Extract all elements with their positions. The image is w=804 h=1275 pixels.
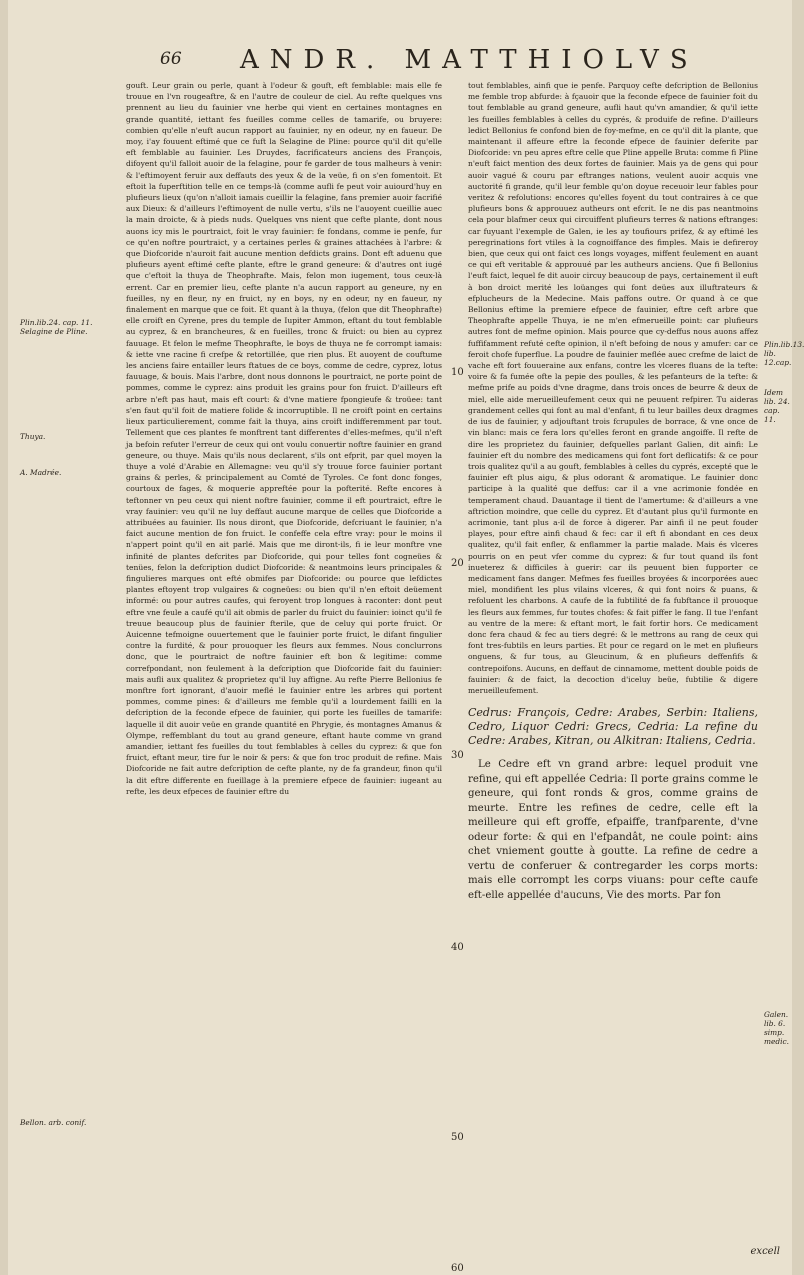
- margin-note: Plin.lib.24. cap. 11. Selagine de Pline.: [20, 318, 93, 336]
- left-margin: [8, 0, 108, 1275]
- line-number: 50: [451, 1132, 464, 1143]
- line-number: 10: [451, 367, 464, 378]
- section-body: Le Cedre eft vn grand arbre: lequel produit vne refine, qui eft appellée Cedria: Il porte grains comme le geneure, qui font ronds & gros, comme grains de meurte. Entre les refines de cedre, celle eft la meilleure qui eft groffe, efpaiffe, tranfparente, d'vne odeur forte: & qui en l'efpandât, ne coule point: ains chet vniement goutte à goutte. La refine de cedre a vertu de conferuer & contregarder les corps morts: mais elle corrompt les corps viuans: pour cefte caufe eft-elle appellée d'aucuns, Vie des morts. Par fon: [468, 759, 758, 901]
- page-number: 66: [160, 49, 182, 69]
- left-text-column: [126, 80, 442, 797]
- line-number: 60: [451, 1263, 464, 1274]
- right-margin: [764, 0, 804, 1275]
- margin-note: Galen. lib. 6. simp. medic.: [764, 1010, 789, 1046]
- line-number: 30: [451, 750, 464, 761]
- margin-note: Idem lib. 24. cap. 11.: [764, 388, 790, 424]
- right-text-column: [468, 80, 758, 903]
- page-header: [8, 45, 792, 85]
- catchword: excell: [750, 1246, 780, 1257]
- margin-note: Plin.lib.13. lib. 12.cap.: [764, 340, 804, 367]
- right-column-text: tout femblables, ainfi que ie penfe. Parquoy cefte defcription de Bellonius me femble trop abfurde: à fçauoir que la feconde efpece de fauinier foit du tout femblable au grand geneure, aufli haut qu'vn amandier, & qu'il iette les fueilles femblables à celles du cyprés, & produife de refine. D'ailleurs ledict Bellonius fe confond bien de foy-mefme, en ce qu'il dit la plante, que maintenant il affeure eftre la feconde efpece de fauinier deferite par Diofcoride: vn peu apres eftre celle que Pline appelle Bruta: comme fi Pline n'euft faict mention des deux fortes de fauinier. Mais ya de gens qui pour auoir vagué & couru par eftranges nations, veulent auoir acquis vne auctorité fi grande, qu'il leur femble qu'on doyue receuoir leur fables pour veritez & refolutions: encores qu'elles foyent du tout contraires à ce que plufieurs bons & approuuez autheurs ont efcrit. Ie ne dis pas neantmoins cela pour blafmer ceux qui circuiffent plufieurs terres & nations eftranges: car fuyuant l'exemple de Galen, ie les ay toufiours prifez, & ay eftimé les peregrinations fort vtiles à la cognoiffance des fimples. Mais ie defireroy bien, que ceux qui ont faict ces longs voyages, miffent feulement en auant ce qui eft veritable & approuué par les autheurs anciens. Que fi Bellonius l'euft faict, lequel fe dit auoir circuy beaucoup de pays, certainement il euft à bon droict merité les loüanges qui font deües aux illuftrateurs & efplucheurs de la Medecine. Mais paffons outre. Or quand à ce que Bellonius eftime la premiere efpece de fauinier, eftre ceft arbre que Theophrafte appelle Thuya, ie ne m'en efmerueille point: car plufieurs autres font de mefme opinion. Mais pource que cy-deffus nous auons affez fuffifamment refuté cefte opinion, il n'eft befoing de nous y amufer: car ce feroit chofe fuperflue. La poudre de fauinier meflée auec crefme de laict de vache eft fort fouueraine aux enfans, contre les vlceres fluans de la tefte: voire & fa fumée ofte la pepie des poulles, & les pefanteurs de la tefte: & mefme prife au poids d'vne dragme, dans trois onces de beurre & deux de miel, elle aide merueilleufement ceux qui ne peuuent refpirer. Tu aideras grandement celles qui font au mal d'enfant, fi tu leur bailles deux dragmes de ius de fauinier, y adjouftant trois fcrupules de borrace, & vne once de vin blanc: mais ce fera lors qu'elles feront en grande angoiffe. Il refte de dire les proprietez du fauinier, defquelles parlant Galien, dit ainfi: Le fauinier eft du nombre des medicamens qui font fort deflicatifs: & ce pour trois qualitez qu'il a au gouft, femblables à celles du cyprés, excepté que le fauinier eft plus aigu, & plus odorant & aromatique. Le fauinier donc participe à la qualité que deffus: car il a vne acrimonie fondée en temperament chaud. Dauantage il tient de l'amertume: & d'ailleurs a vne aftriction moindre, que celle du cyprez. Et d'autant plus qu'il furmonte en acrimonie, tant plus a-il de force à digerer. Par ainfi il ne peut fouder playes, pour eftre ainfi chaud & fec: car il eft fi abondant en ces deux qualitez, qu'il fait enfler, & enflammer la partie malade. Mais és vlceres pourris on en peut vfer comme du cyprez: & fur tout quand ils font inueterez & difficiles à guerir: car ils peuuent bien fupporter ce medicament fans danger. Mefmes fes fueilles broyées & incorporées auec miel, mondifient les plus vilains vlceres, & qui font noirs & puans, & refoluent les charbons. A caufe de la fubtilité de fa fubftance il prouoque les fleurs aux femmes, fur toutes chofes: & fait piffer le fang. Il tue l'enfant au ventre de la mere: & eftant mort, le fait fortir hors. Ce medicament donc fera chaud & fec au tiers degré: & le mettrons au rang de ceux qui font tres-fubtils en leurs parties. Et pour ce regard on le met en plufieurs onguens, & fur tous, au Gleucinum, & en plufieurs deffenfifs & contrepoifons. Aucuns, en deffaut de cinnamome, mettent double poids de fauinier: & de faict, la decoction d'iceluy beüe, fubtilie & digere merueilleufement.: [468, 81, 758, 695]
- line-number: 20: [451, 558, 464, 569]
- book-page: [8, 0, 804, 1275]
- line-number: 40: [451, 942, 464, 953]
- margin-note: A. Madrée.: [20, 468, 62, 477]
- margin-note: Bellon. arb. conif.: [20, 1118, 87, 1127]
- left-column-text: gouft. Leur grain ou perle, quant à l'odeur & gouft, eft femblable: mais elle fe trouue en l'vn rougeaftre, & en l'autre de couleur de ciel. Au refte quelques vns prennent au lieu du fauinier vne herbe qui vient en certaines montagnes en grande quantité, iettant fes fueilles comme celles de tamarife, ou bruyere: combien qu'elle n'euft aucun rapport au fauinier, ny en odeur, ny en faueur. De moy, i'ay fouuent eftimé que ce fuft la Selagine de Pline: pource qu'il dit qu'elle eft femblable au fauinier. Les Druydes, facrificateurs anciens des François, difoyent qu'il falloit auoir de la felagine, pour fe garder de tous malheurs à venir: & l'eftimoyent feruir aux deffauts des yeux & de la veüe, fi on s'en fomentoit. Et eftoit la fuperftition telle en ce temps-là (comme aufli fe peut voir auiourd'huy en plufieurs lieux (qu'on n'alloit iamais cueillir la felagine, fans premier auoir facrifié aux Dieux: & d'ailleurs l'eftimoyent de nulle vertu, s'ils ne l'auoyent cueillie auec la main droicte, & à pieds nuds. Quelques vns nient que cefte plante, dont nous auons icy mis le pourtraict, foit le vray fauinier: fe fondans, comme ie penfe, fur ce qu'en noftre pourtraict, y a certaines perles & graines attachées à l'arbre: & que Diofcoride n'auroit fait aucune mention defdicts grains. Dont eft aduenu que plufieurs ayent eftimé cefte plante, eftre le grand geneure: & d'autres ont iugé que c'eftoit la thuya de Theophrafte. Mais, felon mon iugement, tous ceux-là errent. Car en premier lieu, cefte plante n'a aucun rapport au geneure, ny en fueilles, ny en fleur, ny en fruict, ny en boys, ny en odeur, ny en faueur, ny finalement en marque que ce foit. Et quant à la thuya, (felon que dit Theophrafte) elle croift en Cyrene, pres du temple de Iupiter Ammon, eftant du tout femblable au cyprez, & en brancheures, & en fueilles, tronc & fruict: ou bien au cyprez fauuage. Et felon le mefme Theophrafte, le boys de thuya ne fe corrompt iamais: & iette vne racine fi crefpe & retortillée, que rien plus. Et auoyent de couftume les anciens faire entailler leurs ftatues de ce boys, comme de cedre, cyprez, lotus fauuage, & bouis. Mais l'arbre, dont nous donnons le pourtraict, ne porte point de pommes, comme le cyprez: ains produit les grains pour fon fruict. D'ailleurs eft arbre n'eft pas haut, mais eft court: & d'vne matiere fpongieufe & troüee: tant s'en faut qu'il foit de matiere folide & incorruptible. Il ne croift point en certains lieux particulierement, comme fait la thuya, ains croift indifferemment par tout. Tellement que ces plantes fe monftrent tant differentes d'elles-mefmes, qu'il n'eft ja befoin refuter l'erreur de ceux qui ont voulu conuertir noftre fauinier en grand geneure, ou thuye. Mais qu'ils nous declarent, s'ils ont efprit, par quel moyen la thuye a volé d'Arabie en Allemagne: veu qu'il s'y trouue force fauinier portant grains & perles, & principalement au Comté de Tyroles. Ce font donc fonges, courtoux de fages, & moquerie appreftée pour la pofterité. Refte encores à teftonner vn peu ceux qui nient noftre fauinier, comme il eft pourtraict, eftre le vray fauinier: veu qu'il ne luy deffaut aucune marque de celles que Diofcoride a attribuées au fauinier. Ils nous diront, que Diofcoride, defcriuant le fauinier, n'a faict aucune mention de fon fruict. Ie confeffe cela eftre vray: pour le moins il n'appert point qu'il en ait parlé. Mais que me diront-ils, fi ie leur monftre vne infinité de plantes defcrites par Diofcoride, qui pour telles font cogneües & tenües, felon la defcription dudict Diofcoride: & neantmoins leurs principales & fingulieres marques ont efté obmifes par Diofcoride: ou pource que lefdictes plantes eftoyent trop vulgaires & cogneües: ou bien qu'il n'en eftoit deüement informé: ou pour autres caufes, qui feroyent trop longues à raconter: dont peut eftre vne feule a caufé qu'il ait obmis de parler du fruict du fauinier: ioinct qu'il fe treuue beaucoup plus de fauinier fterile, que de celuy qui porte fruict. Or Auicenne tefmoigne ouuertement que le fauinier porte fruict, le difant fingulier contre la furdité, & pour prouoquer les fleurs aux femmes. Nous conclurrons donc, que le pourtraict de noftre fauinier eft bon & legitime: comme correfpondant, non feulement à la defcription que Diofcoride fait du fauinier: mais aufli aux qualitez & proprietez qu'il luy affigne. Au refte Pierre Bellonius fe monftre fort ignorant, d'auoir meflé le fauinier entre les arbres qui portent pommes, comme pines: & d'ailleurs me femble qu'il a lourdement failli en la defcription de la feconde efpece de fauinier, qui porte les fueilles de tamarife: laquelle il dit auoir veüe en grande quantité en Phrygie, és montagnes Amanus & Olympe, reffemblant du tout au grand geneure, eftant haute comme vn grand amandier, iettant fes fueilles du tout femblables à celles du cyprez: & que fon fruict, eftant meur, tire fur le noir & pers: & que fon troc produit de refine. Mais Diofcoride ne fait autre defcription de cefte plante, ny de fa grandeur, finon qu'il la dit eftre differente en fueillage à la premiere efpece de fauinier: iugeant au refte, les deux efpeces de fauinier eftre du: [126, 81, 442, 796]
- margin-note: Thuya.: [20, 432, 46, 441]
- section-heading: Cedrus: François, Cedre: Arabes, Serbin: Italiens, Cedro, Liquor Cedri: Grecs, Cedria: La refine du Cedre: Arabes, Kitran, ou Alkitran: Italiens, Cedria.: [468, 706, 758, 748]
- running-title: ANDR. MATTHIOLVS: [240, 45, 699, 75]
